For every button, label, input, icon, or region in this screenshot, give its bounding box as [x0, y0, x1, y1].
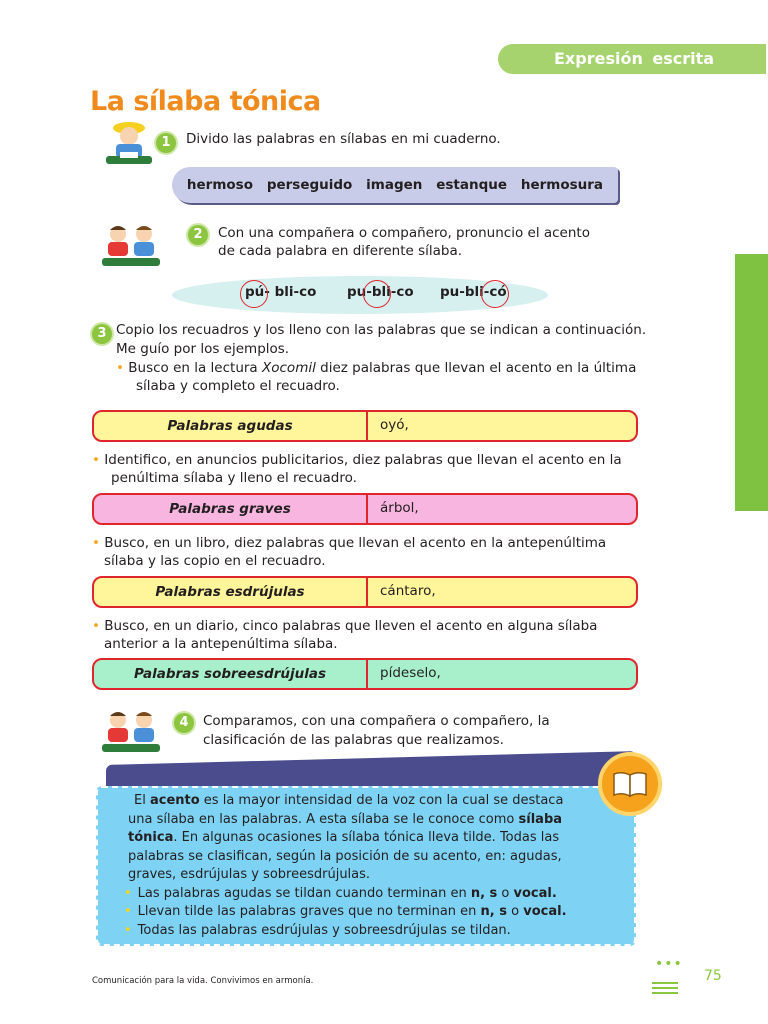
bullet-1: • Busco en la lectura Xocomil diez palabras que llevan el acento en la última	[116, 360, 637, 376]
info-line: tónica. En algunas ocasiones la sílaba tónica lleva tilde. Todas las	[128, 830, 560, 845]
box-value: oyó,	[380, 417, 409, 433]
step-4-number: 4	[174, 713, 194, 733]
info-line: El acento es la mayor intensidad de la voz con la cual se destaca	[134, 793, 564, 808]
syllable-example: pu-bli-co	[347, 284, 414, 300]
step-3-line2: Me guío por los ejemplos.	[116, 341, 290, 357]
step-2-line1: Con una compañera o compañero, pronuncio el acento	[218, 225, 590, 241]
bullet-3-cont: sílaba y las copio en el recuadro.	[104, 553, 326, 569]
step-2-number: 2	[188, 225, 208, 245]
word-item: hermoso	[186, 177, 253, 193]
info-rules	[134, 885, 624, 941]
book-icon	[598, 752, 662, 816]
bullet-3: • Busco, en un libro, diez palabras que llevan el acento en la antepenúltima	[92, 535, 607, 551]
box-agudas	[92, 410, 638, 442]
info-line: graves, esdrújulas y sobreesdrújulas.	[128, 867, 371, 882]
box-sobreesdrujulas	[92, 658, 638, 690]
box-label: Palabras graves	[94, 495, 368, 523]
accent-circle	[240, 280, 268, 308]
word-item: estanque	[436, 177, 508, 193]
syllable-example: pu-bli-có	[440, 284, 507, 300]
info-box	[96, 786, 636, 946]
kids-pair-icon	[98, 220, 164, 272]
syllable-example: pú- bli-co	[245, 284, 317, 300]
word-item: imagen	[366, 177, 423, 193]
word-item: hermosura	[520, 177, 604, 193]
box-label: Palabras agudas	[94, 412, 368, 440]
step-1-text: Divido las palabras en sílabas en mi cuaderno.	[186, 131, 501, 147]
box-label: Palabras sobreesdrújulas	[94, 660, 368, 688]
page-title: La sílaba tónica	[90, 86, 321, 117]
bullet-4: • Busco, en un diario, cinco palabras que lleven el acento en alguna sílaba	[92, 618, 598, 634]
bullet-2-cont: penúltima sílaba y lleno el recuadro.	[111, 470, 357, 486]
accent-circle	[363, 280, 391, 308]
info-rule: • Llevan tilde las palabras graves que no terminan en n, s o vocal.	[134, 903, 624, 922]
footer-lines-icon	[652, 982, 678, 997]
box-value: árbol,	[380, 500, 419, 516]
box-value: pídeselo,	[380, 665, 441, 681]
step-4-line1: Comparamos, con una compañera o compañero, la	[203, 713, 550, 729]
step-3-line1: Copio los recuadros y los lleno con las palabras que se indican a continuación.	[116, 322, 647, 338]
step-4-line2: clasificación de las palabras que realizamos.	[203, 732, 504, 748]
info-rule: • Las palabras agudas se tildan cuando terminan en n, s o vocal.	[134, 885, 624, 904]
step-3-number: 3	[92, 324, 112, 344]
kid-reading-icon	[96, 118, 162, 170]
bullet-2: • Identifico, en anuncios publicitarios, diez palabras que llevan el acento en la	[92, 452, 622, 468]
accent-circle	[481, 280, 509, 308]
box-graves	[92, 493, 638, 525]
box-label: Palabras esdrújulas	[94, 578, 368, 606]
box-value: cántaro,	[380, 583, 436, 599]
step-2-line2: de cada palabra en diferente sílaba.	[218, 243, 463, 259]
step-1-number: 1	[156, 133, 176, 153]
box-esdrujulas	[92, 576, 638, 608]
info-rule: • Todas las palabras esdrújulas y sobreesdrújulas se tildan.	[134, 922, 624, 941]
footer-dots: •••	[655, 956, 683, 972]
page-number: 75	[704, 968, 722, 984]
side-bar	[735, 254, 768, 511]
bullet-4-cont: anterior a la antepenúltima sílaba.	[104, 636, 338, 652]
word-bar	[172, 167, 618, 203]
info-line: una sílaba en las palabras. A esta sílaba se le conoce como sílaba	[128, 811, 563, 827]
bullet-1-cont: sílaba y completo el recuadro.	[136, 378, 340, 394]
section-tab: Expresión escrita	[498, 44, 766, 74]
info-line: palabras se clasifican, según la posición de su acento, en: agudas,	[128, 848, 562, 864]
word-item: perseguido	[266, 177, 353, 193]
kids-pair-icon	[98, 706, 164, 758]
footer-text: Comunicación para la vida. Convivimos en armonía.	[92, 976, 314, 986]
